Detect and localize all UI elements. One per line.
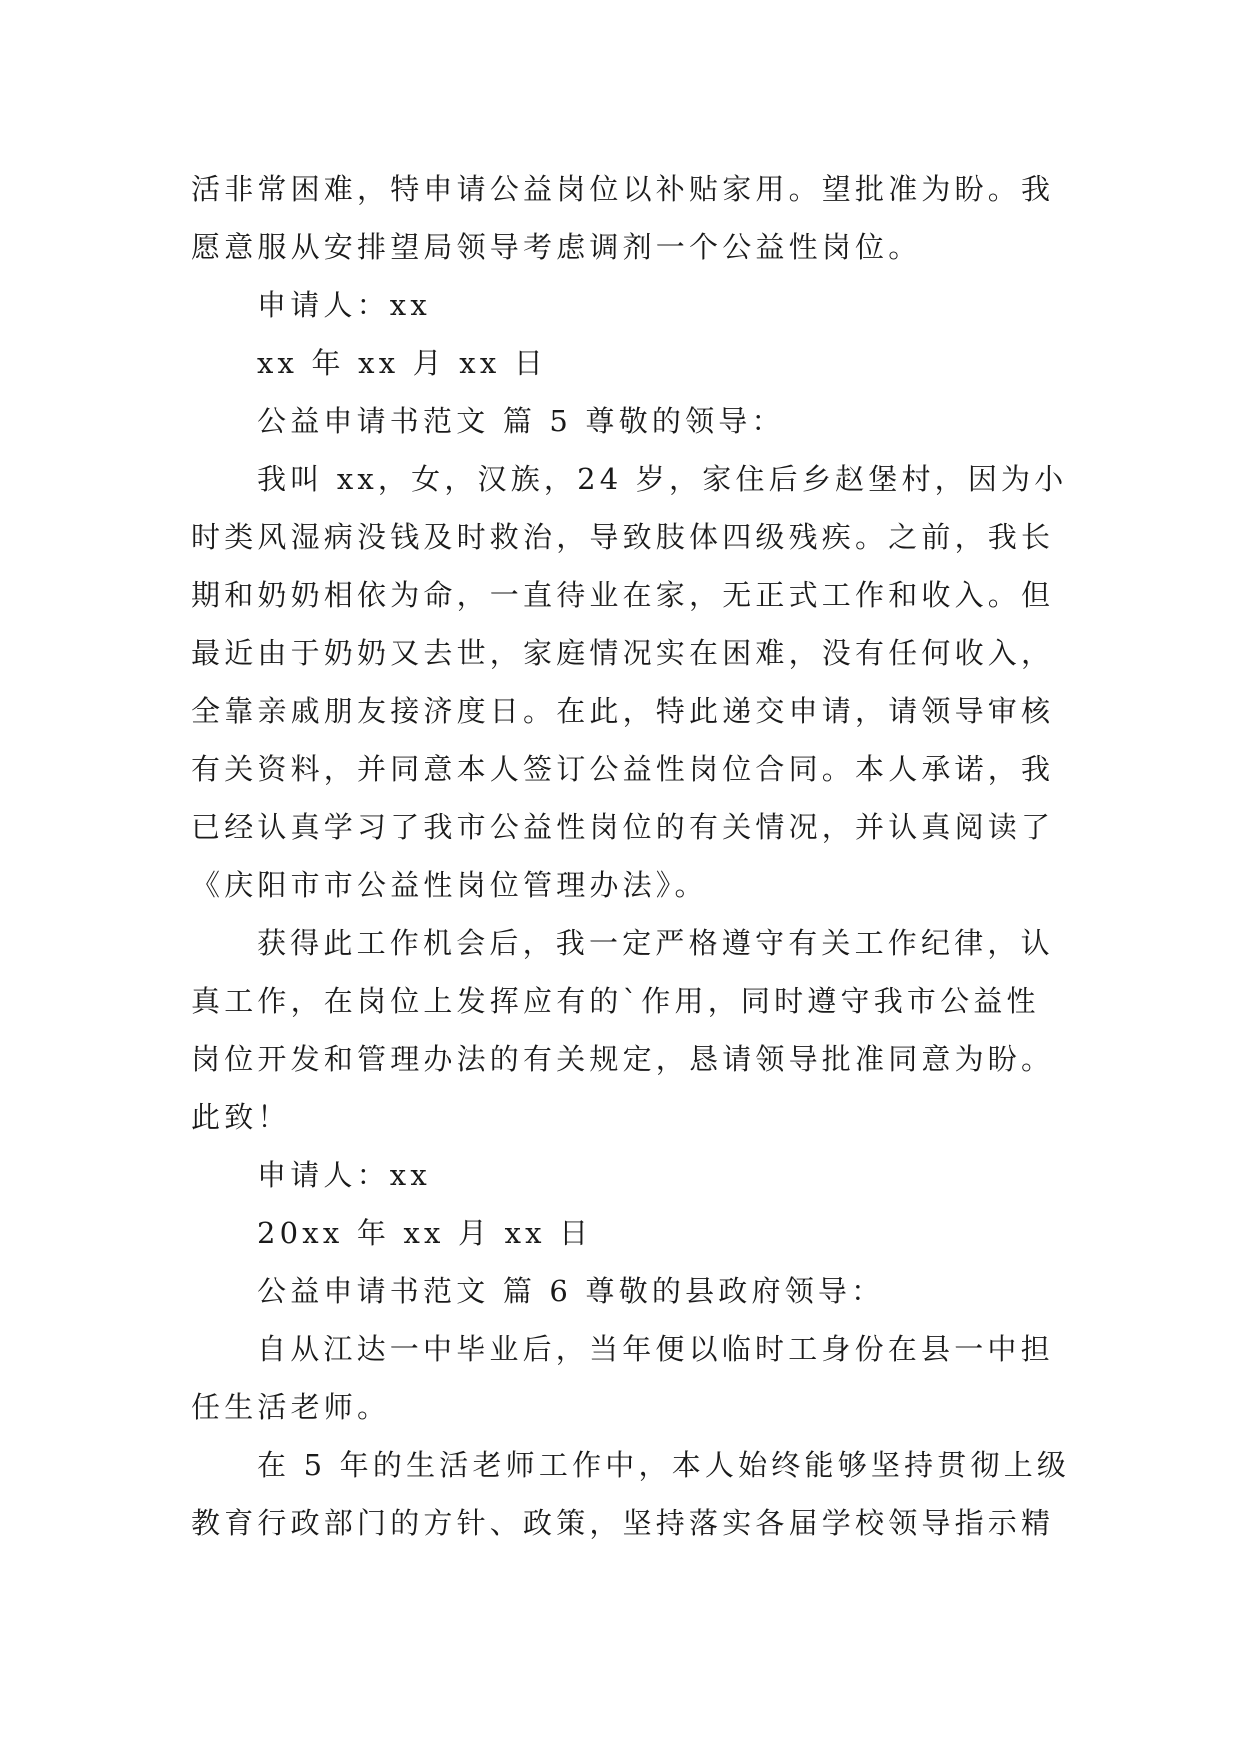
section-heading: 公益申请书范文 篇 5 尊敬的领导： [257, 404, 785, 438]
closing-line: 此致！ [191, 1100, 291, 1134]
text-line: 获得此工作机会后，我一定严格遵守有关工作纪律，认 [257, 926, 1054, 960]
text-line: 愿意服从安排望局领导考虑调剂一个公益性岗位。 [191, 230, 922, 264]
text-line: 在 5 年的生活老师工作中，本人始终能够坚持贯彻上级 [257, 1448, 1071, 1482]
applicant-line: 申请人：xx [257, 288, 431, 322]
text-line: 已经认真学习了我市公益性岗位的有关情况，并认真阅读了 [191, 810, 1055, 844]
text-line: 自从江达一中毕业后，当年便以临时工身份在县一中担 [257, 1332, 1054, 1366]
text-line: 任生活老师。 [191, 1390, 391, 1424]
text-line: 活非常困难，特申请公益岗位以补贴家用。望批准为盼。我 [191, 172, 1055, 206]
document-body [191, 160, 1071, 1552]
text-line: 真工作，在岗位上发挥应有的`作用，同时遵守我市公益性 [191, 984, 1040, 1018]
text-line: 岗位开发和管理办法的有关规定，恳请领导批准同意为盼。 [191, 1042, 1055, 1076]
text-line: 最近由于奶奶又去世，家庭情况实在困难，没有任何收入， [191, 636, 1055, 670]
section-heading: 公益申请书范文 篇 6 尊敬的县政府领导： [257, 1274, 885, 1308]
text-line: 期和奶奶相依为命，一直待业在家，无正式工作和收入。但 [191, 578, 1055, 612]
text-line: 有关资料，并同意本人签订公益性岗位合同。本人承诺，我 [191, 752, 1055, 786]
text-line: 我叫 xx，女，汉族，24 岁，家住后乡赵堡村，因为小 [257, 462, 1068, 496]
text-line: 全靠亲戚朋友接济度日。在此，特此递交申请，请领导审核 [191, 694, 1055, 728]
date-line: xx 年 xx 月 xx 日 [257, 346, 548, 380]
text-line: 时类风湿病没钱及时救治，导致肢体四级残疾。之前，我长 [191, 520, 1055, 554]
text-line: 教育行政部门的方针、政策，坚持落实各届学校领导指示精 [191, 1506, 1055, 1540]
applicant-line: 申请人：xx [257, 1158, 431, 1192]
date-line: 20xx 年 xx 月 xx 日 [257, 1216, 593, 1250]
text-line: 《庆阳市市公益性岗位管理办法》。 [191, 868, 708, 902]
